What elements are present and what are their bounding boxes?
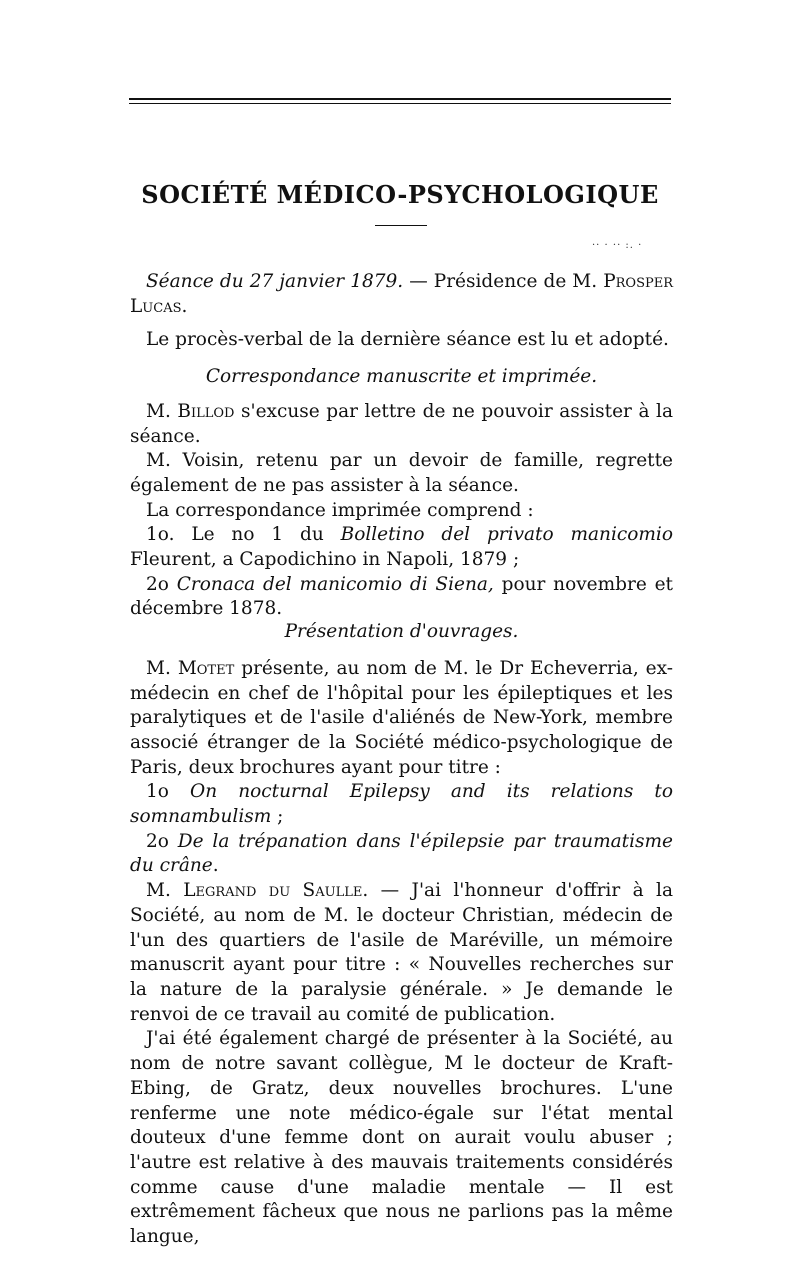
correspondance-p2: M. Voisin, retenu par un devoir de famille, regrette également de ne pas assister à la séance. xyxy=(130,450,673,496)
pres-item1-prefix: 1o xyxy=(146,781,191,803)
correspondance-item-1 xyxy=(130,523,673,572)
title-underline xyxy=(375,225,427,226)
seance-line xyxy=(130,270,673,319)
item2-prefix: 2o xyxy=(146,573,177,595)
header-rule-bottom xyxy=(129,103,671,104)
item1-title: Bolletino del privato manicomio xyxy=(340,524,673,546)
pres-item1-title: On nocturnal Epilepsy and its relations to somnambulism xyxy=(130,781,674,828)
p1-text: s'excuse par lettre de ne pouvoir assister à la séance. xyxy=(130,400,673,447)
presentation-p3: J'ai été également chargé de présenter à la Société, au nom de notre savant collègue, M le docteur de Kraft-Ebing, de Gratz, deux nouvelles brochures. L'une renferme une note médico-égale sur l'état mental douteux d'une femme dont on aurait voulu abuser ; l'autre est relative à des mauvais traitements considérés comme cause d'une maladie mentale — Il est extrêmement fâcheux que nous ne parlions pas la même langue, xyxy=(130,1028,673,1248)
president-name: Prosper Lucas xyxy=(130,271,674,317)
print-specks: ·· · ·· :. · xyxy=(592,240,643,251)
billod-name: Billod xyxy=(177,400,235,422)
motet-prefix: M. xyxy=(146,657,178,679)
legrand-name: Legrand du Saulle xyxy=(183,880,363,902)
pres-item2-suffix: . xyxy=(212,855,219,877)
pres-item2-prefix: 2o xyxy=(146,830,178,852)
item2-title: Cronaca del manicomio di Siena, xyxy=(176,573,494,595)
body-text xyxy=(130,270,673,1250)
presentation-p1 xyxy=(130,657,673,781)
header-rule-top xyxy=(129,98,671,100)
item1-prefix: 1o. Le no 1 du xyxy=(146,524,341,546)
pres-item1-suffix: ; xyxy=(271,806,284,828)
heading-presentation: Présentation d'ouvrages. xyxy=(284,621,519,643)
p1-prefix: M. xyxy=(146,400,178,422)
item1-text: Fleurent, a Capodichino in Napoli, 1879 ; xyxy=(130,549,520,571)
item2-text: pour novembre et décembre 1878. xyxy=(130,573,673,620)
presentation-item-1 xyxy=(130,780,673,829)
seance-date: Séance du 27 janvier 1879. xyxy=(146,271,404,292)
presentation-p2 xyxy=(130,879,673,1027)
proces-verbal: Le procès-verbal de la dernière séance est lu et adopté. xyxy=(146,329,669,351)
correspondance-p3: La correspondance imprimée comprend : xyxy=(146,499,534,521)
correspondance-p1 xyxy=(130,400,673,449)
motet-name: Motet xyxy=(177,657,235,679)
pres-item2-title: De la trépanation dans l'épilepsie par traumatisme du crâne xyxy=(130,830,673,877)
legrand-text: . — J'ai l'honneur d'offrir à la Société, au nom de M. le docteur Christian, médecin de l'un des quartiers de l'asile de Maréville, un mémoire manuscrit ayant pour titre : « Nouvelles recherches sur la nature de la paralysie générale. » Je demande le renvoi de ce travail au comité de publication. xyxy=(130,880,673,1025)
legrand-prefix: M. xyxy=(146,880,184,902)
presidence-label: — Présidence de M. xyxy=(403,271,604,292)
correspondance-item-2 xyxy=(130,573,673,622)
presidence-end: . xyxy=(181,295,188,317)
motet-text: présente, au nom de M. le Dr Echeverria, ex-médecin en chef de l'hôpital pour les épileptiques et les paralytiques et de l'asile d'aliénés de New-York, membre associé étranger de la Société médico-psychologique de Paris, deux brochures ayant pour titre : xyxy=(130,657,673,778)
page-title: SOCIÉTÉ MÉDICO-PSYCHOLOGIQUE xyxy=(141,180,659,209)
presentation-item-2 xyxy=(130,830,673,879)
heading-correspondance: Correspondance manuscrite et imprimée. xyxy=(205,366,598,388)
